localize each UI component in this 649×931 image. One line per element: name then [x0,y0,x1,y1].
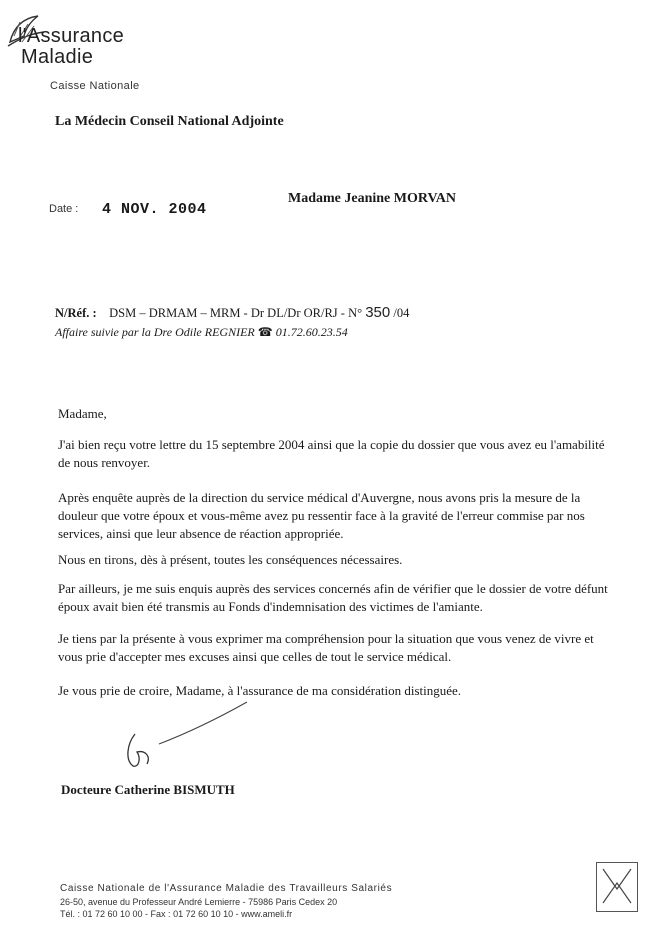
logo-line1: l'Assurance [18,25,125,47]
date-label: Date : [49,203,79,215]
caisse-label: Caisse Nationale [50,80,140,92]
telephone-icon: ☎ [257,325,273,339]
footer-address: 26-50, avenue du Professeur André Lemierre - 75986 Paris Cedex 20 [60,897,338,907]
signer-name: Docteure Catherine BISMUTH [61,782,235,797]
reference-number: 350 [365,304,391,321]
paragraph-4: Par ailleurs, je me suis enquis auprès des services concernés afin de vérifier que le dossier de votre défunt époux avait bien été transmis au Fonds d'indemnisation des victimes de l'amiante. [58,581,608,614]
recipient-name: Madame Jeanine MORVAN [288,191,457,206]
footer-line1: Caisse Nationale de l'Assurance Maladie des Travailleurs Salariés [60,883,393,894]
reference-suffix: /04 [393,306,410,320]
followed-by-text: Affaire suivie par la Dre Odile REGNIER [55,325,255,339]
paragraph-5: Je tiens par la présente à vous exprimer ma compréhension pour la situation que vous venez de vivre et vous prie d'accepter mes excuses ainsi que celles de tout le service médical. [58,631,594,664]
paragraph-6: Je vous prie de croire, Madame, à l'assurance de ma considération distinguée. [58,683,462,698]
date-stamp: 4 NOV. 2004 [102,201,207,218]
reference-line [55,304,409,321]
salutation: Madame, [58,406,107,421]
certification-stamp-icon [596,862,638,912]
paragraph-1: J'ai bien reçu votre lettre du 15 septembre 2004 ainsi que la copie du dossier que vous avez eu l'amabilité de nous renvoyer. [58,437,605,470]
paragraph-3: Nous en tirons, dès à présent, toutes les conséquences nécessaires. [58,552,403,567]
handwritten-signature [115,694,255,784]
footer-contact: Tél. : 01 72 60 10 00 - Fax : 01 72 60 10 10 - www.ameli.fr [60,909,293,919]
followed-by-line [55,325,348,340]
reference-text: DSM – DRMAM – MRM - Dr DL/Dr OR/RJ - N° [109,306,363,320]
logo-line2: Maladie [21,46,94,68]
reference-label: N/Réf. : [55,306,97,320]
phone-number: 01.72.60.23.54 [275,325,348,339]
paragraph-2: Après enquête auprès de la direction du service médical d'Auvergne, nous avons pris la mesure de la douleur que votre époux et vous-même avez pu ressentir face à la gravité de l'erreur commise par nos services, ainsi que leur absence de réaction appropriée. [58,490,585,541]
logo-wordmark [18,26,124,68]
sender-title: La Médecin Conseil National Adjointe [55,114,284,129]
